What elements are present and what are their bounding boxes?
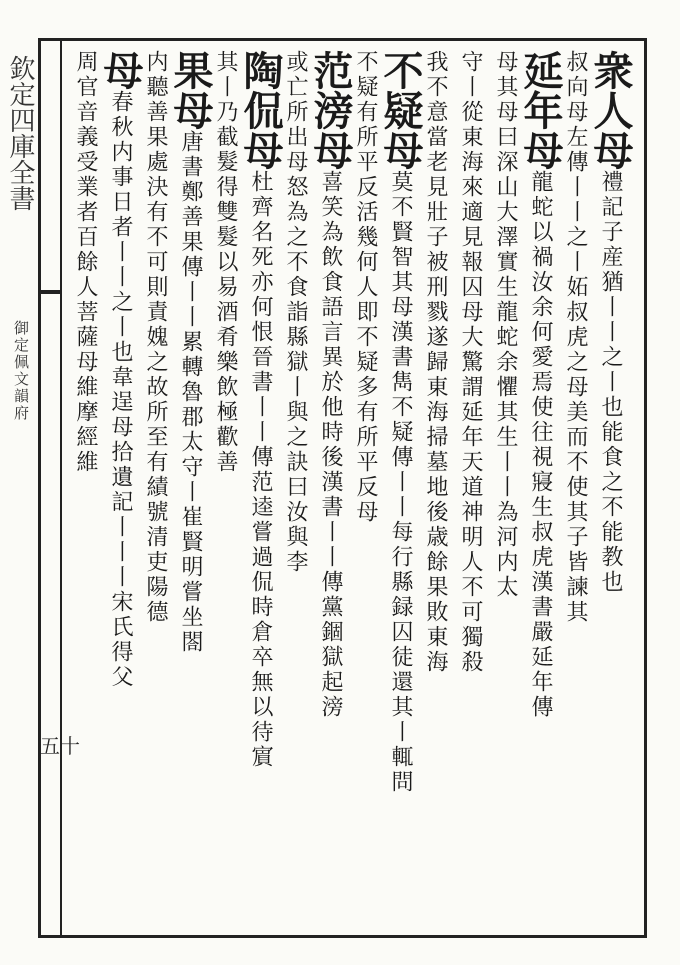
right-border (644, 38, 647, 938)
text-column: 不疑母莫不賢智其母漢書雋不疑傳丨丨每行縣録囚徒還其丨輒問 (377, 50, 424, 795)
top-border (40, 38, 646, 41)
text-column: 陶侃母杜齊名死亦何恨晉書丨丨傳范逵嘗過侃時倉卒無以待賔 (237, 50, 284, 770)
text-column: 母春秋内事日者丨丨之丨也韋逞母拾遺記丨丨丨宋氏得父 (97, 50, 144, 690)
spine-title: 欽定四庫全書 (5, 55, 35, 211)
text-column: 守丨從東海來適見報囚母大驚謂延年天道神明人不可獨殺 (458, 50, 483, 675)
text-column: 衆人母禮記子産猶丨丨之丨也能食之不能教也 (587, 50, 634, 595)
text-column: 内聽善果處決有不可則責媿之故所至有績號清吏陽德 (143, 50, 168, 625)
text-column: 或亡所出母怒為之不食詣縣獄丨與之訣曰汝與李 (283, 50, 308, 575)
fishtail-mark (38, 290, 62, 294)
text-column: 果母唐書鄭善果傳丨丨累轉魯郡太守丨崔賢明嘗坐閤 (167, 50, 214, 655)
text-column: 我不意當老見壯子被刑戮遂歸東海掃墓地後歳餘果敗東海 (423, 50, 448, 675)
left-outer-border (38, 38, 41, 938)
text-column: 母其母曰深山大澤實生龍蛇余懼其生丨丨為河内太 (493, 50, 518, 600)
text-column: 范滂母喜笑為飲食語言異於他時後漢書丨丨傳黨錮獄起滂 (307, 50, 354, 720)
text-column: 叔向母左傳丨丨之丨妬叔虎之母美而不使其子皆諫其 (563, 50, 588, 625)
page-number: 五十 (40, 734, 80, 758)
text-column: 延年母龍蛇以禍汝余何愛焉使往視寢生叔虎漢書嚴延年傳 (517, 50, 564, 720)
text-column: 不疑有所平反活幾何人即不疑多有所平反母 (353, 50, 378, 525)
bottom-border (40, 935, 646, 938)
sub-title: 御定佩文韻府 (12, 320, 30, 422)
text-column: 其丨乃截髮得雙髮以易酒肴樂飲極歡善 (213, 50, 238, 475)
left-inner-border (60, 38, 62, 938)
text-column: 周官音義受業者百餘人菩薩母維摩經維 (73, 50, 98, 475)
